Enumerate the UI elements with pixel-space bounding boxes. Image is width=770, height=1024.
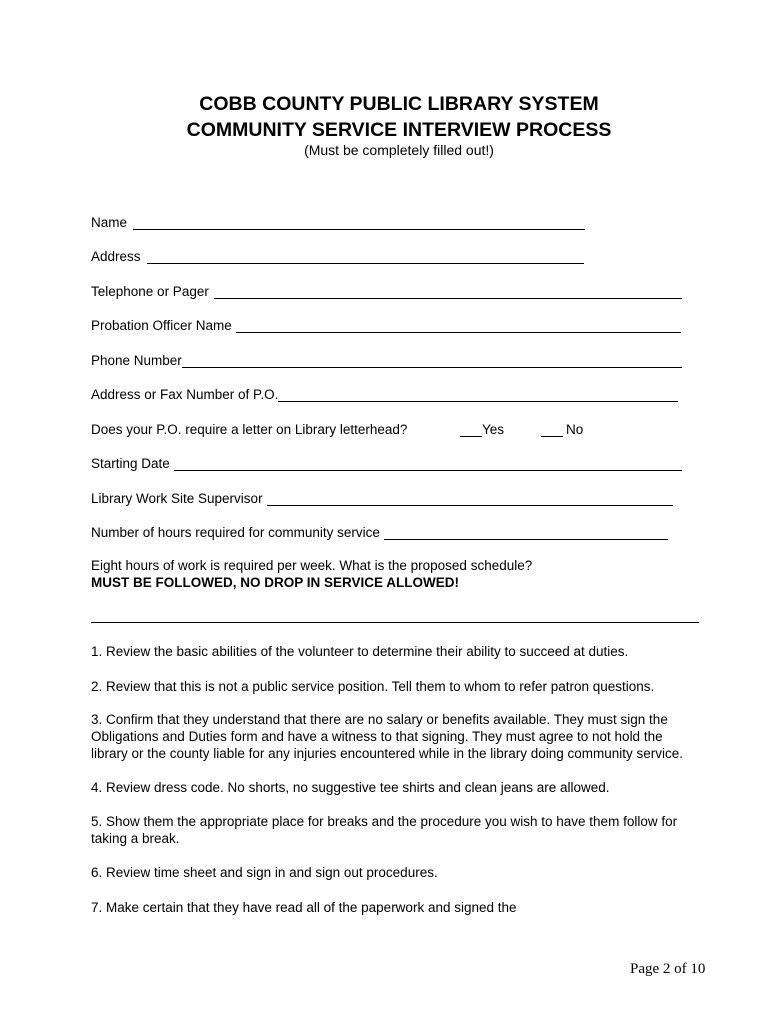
hours-field[interactable] [91, 522, 668, 540]
name-line[interactable] [133, 215, 585, 230]
starting-date-line[interactable] [174, 456, 682, 471]
hours-label: Number of hours required for community service [91, 525, 380, 540]
probation-officer-field[interactable] [91, 315, 681, 333]
no-label: No [566, 422, 584, 437]
letterhead-yes-option[interactable] [460, 419, 504, 437]
phone-number-field[interactable] [91, 350, 682, 368]
yes-blank[interactable] [460, 422, 482, 437]
schedule-answer-line[interactable] [91, 622, 699, 623]
title-line-1: COBB COUNTY PUBLIC LIBRARY SYSTEM [199, 93, 599, 115]
schedule-warning: MUST BE FOLLOWED, NO DROP IN SERVICE ALLOWED! [91, 575, 460, 590]
starting-date-label: Starting Date [91, 456, 170, 471]
name-field[interactable] [91, 212, 585, 230]
step-3: 3. Confirm that they understand that there are no salary or benefits available. They must sign the Obligations and Duties form and have a witness to that signing. They must agree to not hold the library or the county liable for any injuries encountered while in the library doing community service. [91, 712, 684, 761]
phone-number-line[interactable] [182, 353, 682, 368]
name-label: Name [91, 215, 128, 230]
probation-officer-line[interactable] [236, 318, 681, 333]
phone-number-label: Phone Number [91, 353, 182, 368]
step-7: 7. Make certain that they have read all of the paperwork and signed the [91, 900, 517, 915]
supervisor-field[interactable] [91, 488, 673, 506]
step-1: 1. Review the basic abilities of the volunteer to determine their ability to succeed at duties. [91, 644, 629, 659]
page-number: Page 2 of 10 [630, 961, 706, 977]
yes-label: Yes [482, 422, 505, 437]
no-blank[interactable] [541, 422, 563, 437]
telephone-line[interactable] [214, 284, 682, 299]
schedule-question: Eight hours of work is required per week. What is the proposed schedule? [91, 558, 533, 573]
probation-officer-label: Probation Officer Name [91, 318, 232, 333]
supervisor-label: Library Work Site Supervisor [91, 491, 263, 506]
hours-line[interactable] [384, 525, 668, 540]
address-label: Address [91, 249, 141, 264]
title-line-2: COMMUNITY SERVICE INTERVIEW PROCESS [186, 119, 612, 141]
step-4: 4. Review dress code. No shorts, no suggestive tee shirts and clean jeans are allowed. [91, 780, 610, 795]
letterhead-question [91, 419, 407, 437]
po-address-label: Address or Fax Number of P.O. [91, 387, 279, 402]
step-5: 5. Show them the appropriate place for breaks and the procedure you wish to have them follow for taking a break. [91, 814, 678, 846]
step-2: 2. Review that this is not a public service position. Tell them to whom to refer patron questions. [91, 679, 655, 694]
po-address-line[interactable] [278, 387, 678, 402]
supervisor-line[interactable] [267, 491, 673, 506]
step-6: 6. Review time sheet and sign in and sign out procedures. [91, 865, 438, 880]
subtitle: (Must be completely filled out!) [304, 142, 494, 158]
letterhead-no-option[interactable] [541, 419, 583, 437]
starting-date-field[interactable] [91, 453, 682, 471]
telephone-label: Telephone or Pager [91, 284, 209, 299]
letterhead-question-label: Does your P.O. require a letter on Library letterhead? [91, 422, 408, 437]
address-field[interactable] [91, 246, 584, 264]
po-address-field[interactable] [91, 384, 678, 402]
address-line[interactable] [147, 249, 584, 264]
telephone-field[interactable] [91, 281, 682, 299]
